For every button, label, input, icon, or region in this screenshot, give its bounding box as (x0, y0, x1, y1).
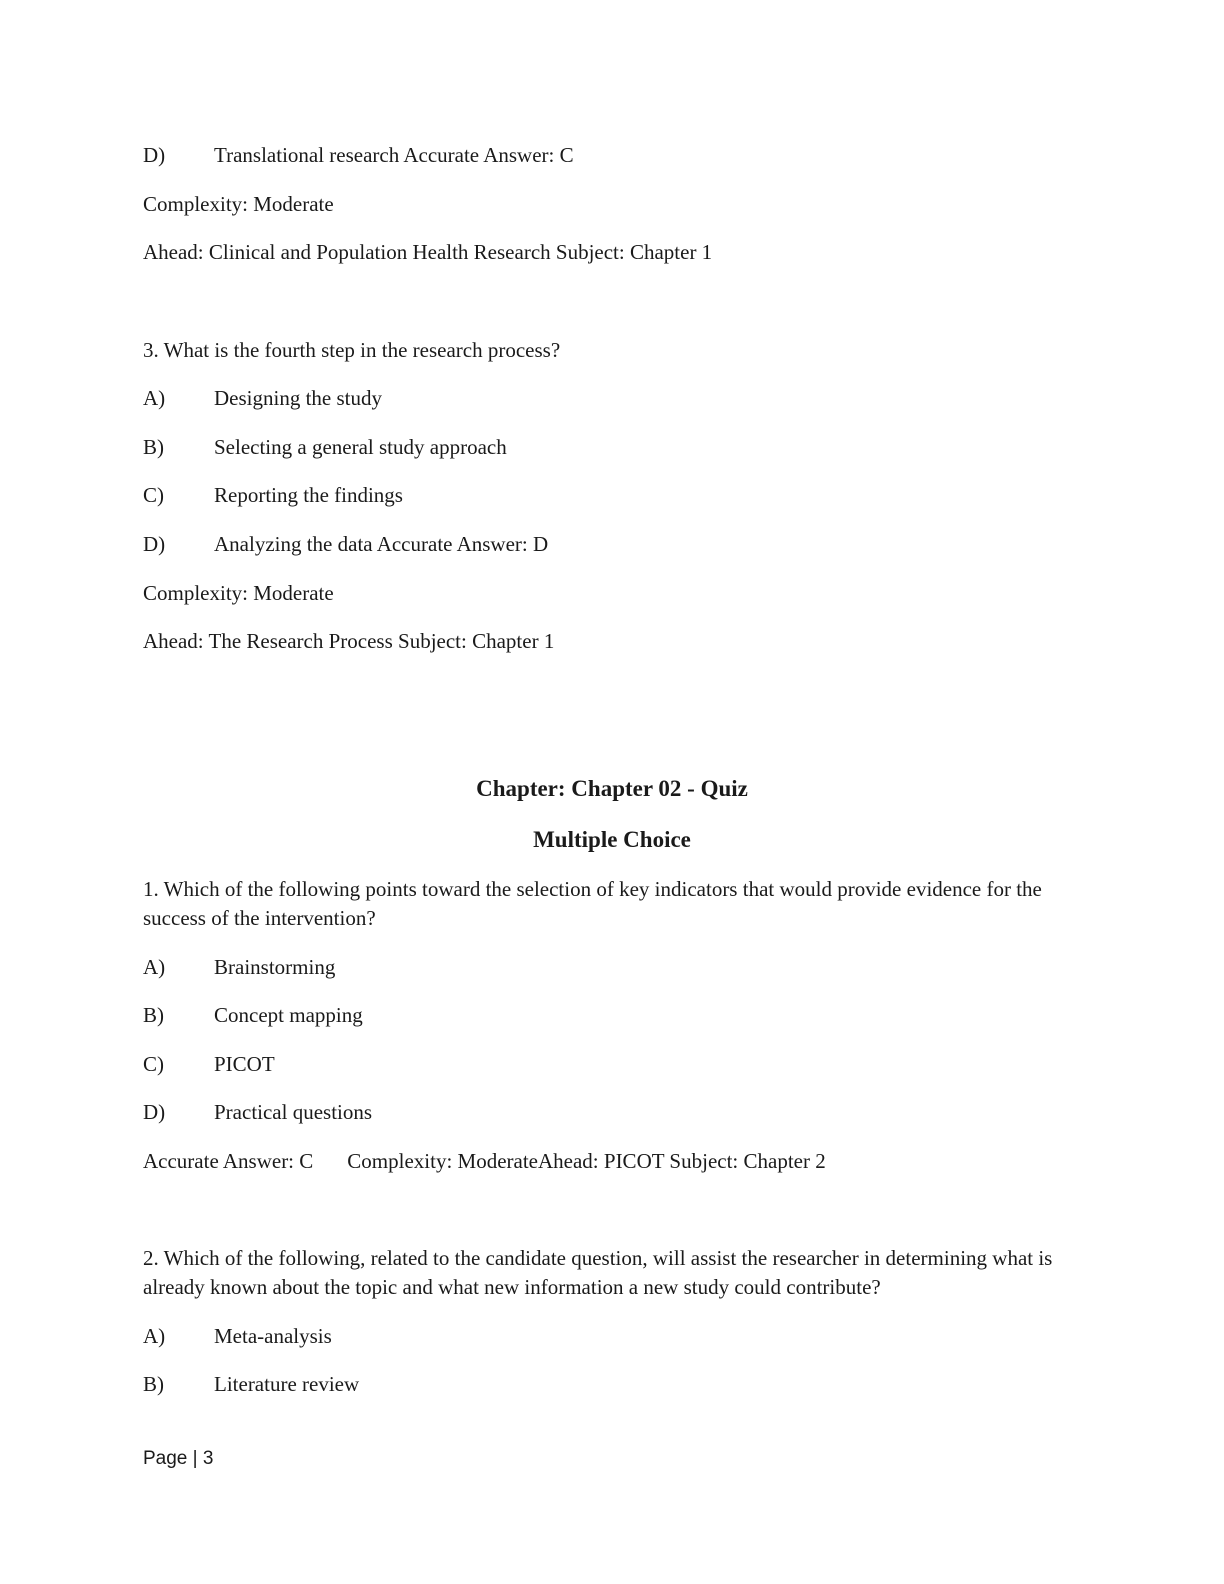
question-prompt: 3. What is the fourth step in the research process? (143, 338, 561, 362)
complexity-line: Complexity: Moderate (143, 581, 334, 605)
accurate-answer: Accurate Answer: C (143, 1149, 314, 1173)
question-prompt: 2. Which of the following, related to the candidate question, will assist the researcher in determining what is already known about the topic and what new information a new study could contribute? (143, 1246, 1053, 1299)
option-letter: B) (143, 1372, 164, 1396)
ahead-line: Ahead: Clinical and Population Health Research Subject: Chapter 1 (143, 240, 713, 264)
option-letter: B) (143, 435, 164, 459)
option-a (143, 1322, 332, 1351)
question-prompt: 1. Which of the following points toward the selection of key indicators that would provide evidence for the success of the intervention? (143, 877, 1042, 930)
option-text: Analyzing the data Accurate Answer: D (214, 532, 549, 556)
option-b (143, 1370, 359, 1399)
complexity-line: Complexity: Moderate (143, 192, 334, 216)
option-letter: C) (143, 1052, 164, 1076)
option-letter: D) (143, 1100, 166, 1124)
option-text: Concept mapping (214, 1003, 363, 1027)
option-d (143, 530, 548, 559)
option-b (143, 1001, 363, 1030)
option-letter: D) (143, 532, 166, 556)
option-letter: D) (143, 143, 166, 167)
section-title: Multiple Choice (533, 827, 691, 852)
option-text: PICOT (214, 1052, 275, 1076)
question-meta: Complexity: ModerateAhead: PICOT Subject: Chapter 2 (347, 1149, 826, 1173)
option-text: Brainstorming (214, 955, 336, 979)
chapter-title: Chapter: Chapter 02 - Quiz (476, 776, 748, 801)
option-text: Selecting a general study approach (214, 435, 507, 459)
option-text: Reporting the findings (214, 483, 403, 507)
option-text: Designing the study (214, 386, 382, 410)
option-d (143, 1098, 372, 1127)
answer-meta-line (143, 1147, 826, 1176)
option-c (143, 481, 403, 510)
option-text: Translational research Accurate Answer: C (214, 143, 574, 167)
option-c (143, 1050, 275, 1079)
option-letter: C) (143, 483, 164, 507)
option-letter: A) (143, 386, 166, 410)
option-d (143, 141, 574, 170)
page-number: Page | 3 (143, 1448, 214, 1469)
option-letter: A) (143, 1324, 166, 1348)
option-letter: A) (143, 955, 166, 979)
option-text: Literature review (214, 1372, 360, 1396)
option-letter: B) (143, 1003, 164, 1027)
option-b (143, 433, 507, 462)
ahead-line: Ahead: The Research Process Subject: Chapter 1 (143, 629, 555, 653)
option-text: Meta-analysis (214, 1324, 332, 1348)
option-text: Practical questions (214, 1100, 373, 1124)
option-a (143, 384, 382, 413)
option-a (143, 953, 335, 982)
